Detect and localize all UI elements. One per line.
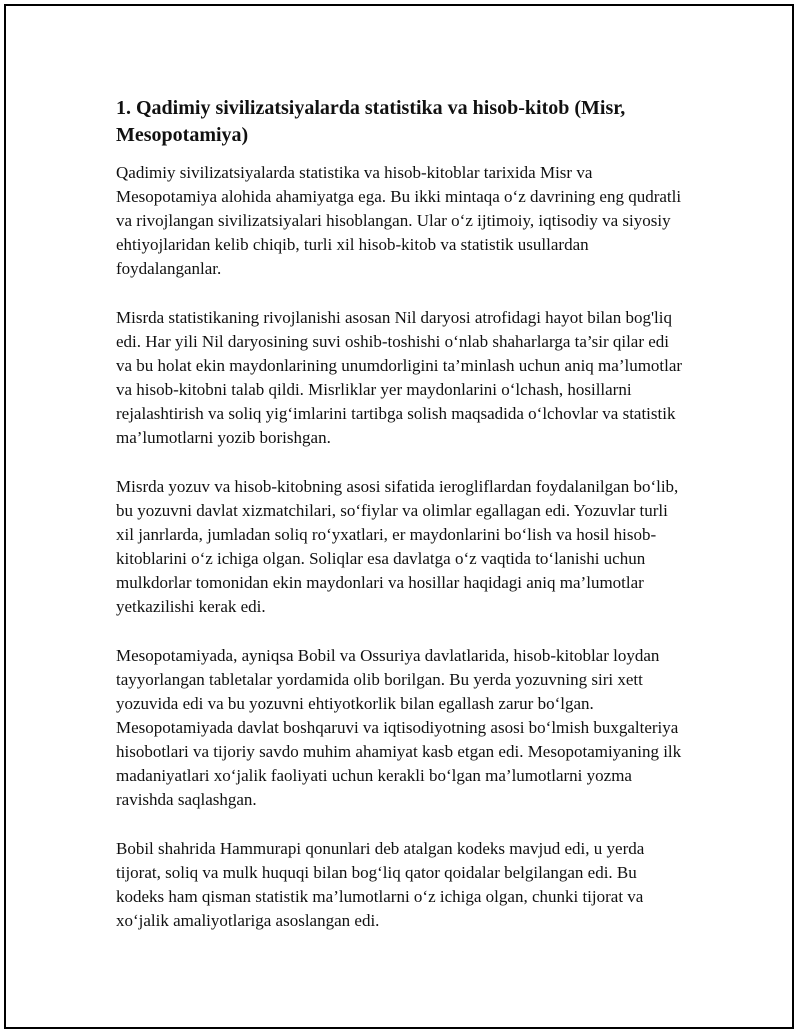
paragraph-egypt-writing: Misrda yozuv va hisob-kitobning asosi sifatida ierogliflardan foydalanilgan bo‘lib, bu yozuvni davlat xizmatchilari, so‘fiylar va olimlar egallagan edi. Yozuvlar turli xil janrlarda, jumladan soliq ro‘yxatlari, er maydonlarini bo‘lish va hosil hisob-kitoblarini o‘z ichiga olgan. Soliqlar esa davlatga o‘z vaqtida to‘lanishi uchun mulkdorlar tomonidan ekin maydonlari va hosillar haqidagi aniq ma’lumotlar yetkazilishi kerak edi.: [116, 477, 679, 616]
section-heading: 1. Qadimiy sivilizatsiyalarda statistika va hisob-kitob (Misr, Mesopotamiya): [116, 97, 626, 146]
paragraph-egypt-nile: Misrda statistikaning rivojlanishi asosan Nil daryosi atrofidagi hayot bilan bog'liq edi. Har yili Nil daryosining suvi oshib-toshishi o‘nlab shaharlarga ta’sir qilar edi va bu holat ekin maydonlarining unumdorligini ta’minlash uchun aniq ma’lumotlar va hisob-kitobni talab qildi. Misrliklar yer maydonlarini o‘lchash, hosillarni rejalashtirish va soliq yig‘imlarini tartibga solish maqsadida o‘lchovlar va statistik ma’lumotlarni yozib borishgan.: [116, 308, 683, 447]
paragraph-mesopotamia: Mesopotamiyada, ayniqsa Bobil va Ossuriya davlatlarida, hisob-kitoblar loydan tayyorlangan tabletalar yordamida olib borilgan. Bu yerda yozuvning siri xett yozuvida edi va bu yozuvni ehtiyotkorlik bilan egallash zarur bo‘lgan. Mesopotamiyada davlat boshqaruvi va iqtisodiyotning asosi bo‘lmish buxgalteriya hisobotlari va tijoriy savdo muhim ahamiyat kasb etgan edi. Mesopotamiyaning ilk madaniyatlari xo‘jalik faoliyati uchun kerakli bo‘lgan ma’lumotlarni yozma ravishda saqlashgan.: [116, 646, 682, 809]
paragraph-hammurabi: Bobil shahrida Hammurapi qonunlari deb atalgan kodeks mavjud edi, u yerda tijorat, soliq va mulk huquqi bilan bog‘liq qator qoidalar belgilangan edi. Bu kodeks ham qisman statistik ma’lumotlarni o‘z ichiga olgan, chunki tijorat va xo‘jalik amaliyotlariga asoslangan edi.: [116, 839, 645, 930]
paragraph-intro: Qadimiy sivilizatsiyalarda statistika va hisob-kitoblar tarixida Misr va Mesopotamiya alohida ahamiyatga ega. Bu ikki mintaqa o‘z davrining eng qudratli va rivojlangan sivilizatsiyalari hisoblangan. Ular o‘z ijtimoiy, iqtisodiy va siyosiy ehtiyojlaridan kelib chiqib, turli xil hisob-kitob va statistik usullardan foydalanganlar.: [116, 163, 682, 278]
document-body: [116, 95, 686, 958]
